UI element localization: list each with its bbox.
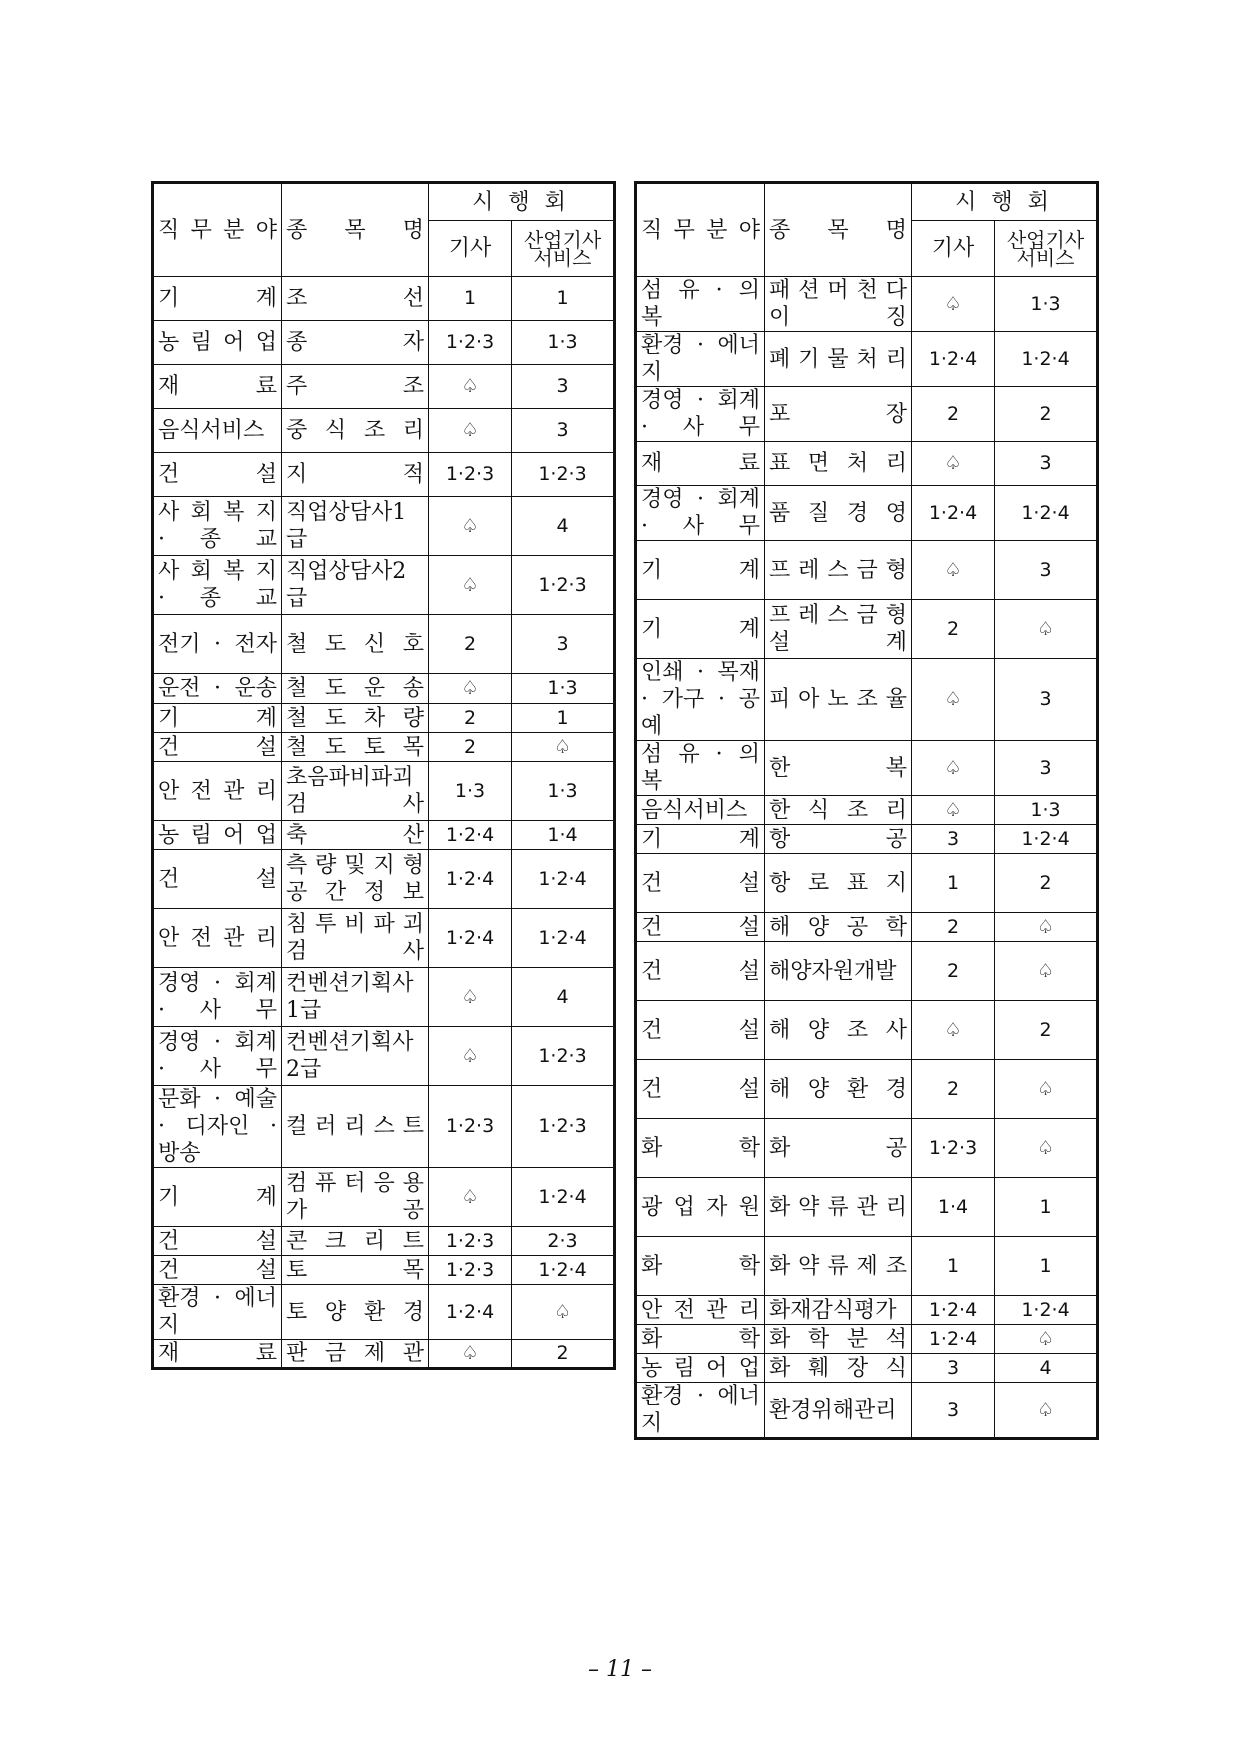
header-gisa: 기사 xyxy=(912,221,995,277)
field-cell: 재 료 xyxy=(636,442,765,486)
industrial-cell: 2 xyxy=(512,1340,615,1369)
table-row xyxy=(636,796,1098,825)
gisa-cell: 1·2·4 xyxy=(912,1325,995,1354)
field-cell: 기 계 xyxy=(153,704,282,733)
table-row xyxy=(153,733,615,762)
field-cell: 경영 · 회계 · 사 무 xyxy=(153,968,282,1027)
field-cell: 농 림 어 업 xyxy=(153,821,282,850)
field-cell: 건 설 xyxy=(153,1227,282,1256)
item-name-cell: 폐 기 물 처 리 xyxy=(765,332,912,387)
industrial-cell: 1 xyxy=(512,704,615,733)
table-row xyxy=(153,365,615,409)
field-cell: 문화 · 예술 · 디자인 · 방송 xyxy=(153,1086,282,1168)
table-row xyxy=(636,600,1098,659)
industrial-cell: ♤ xyxy=(995,913,1098,942)
field-cell: 기 계 xyxy=(153,277,282,321)
industrial-cell: 3 xyxy=(995,741,1098,796)
industrial-cell: 1·2·4 xyxy=(512,850,615,909)
field-cell: 환경 · 에너지 xyxy=(636,1383,765,1439)
table-row xyxy=(636,1237,1098,1296)
industrial-cell: ♤ xyxy=(995,1383,1098,1439)
industrial-cell: 3 xyxy=(995,442,1098,486)
gisa-cell: ♤ xyxy=(429,1168,512,1227)
gisa-cell: 1·2·3 xyxy=(429,321,512,365)
table-row xyxy=(636,1001,1098,1060)
field-cell: 안 전 관 리 xyxy=(153,909,282,968)
field-cell: 기 계 xyxy=(636,541,765,600)
industrial-cell: 1·3 xyxy=(512,762,615,821)
table-row xyxy=(153,1227,615,1256)
header-industrial-line2: 서비스 xyxy=(533,245,592,270)
table-row xyxy=(153,1168,615,1227)
industrial-cell: 2 xyxy=(995,854,1098,913)
industrial-cell: ♤ xyxy=(512,733,615,762)
table-row xyxy=(153,1027,615,1086)
item-name-cell: 컨벤션기획사1급 xyxy=(282,968,429,1027)
item-name-cell: 직업상담사1급 xyxy=(282,497,429,556)
field-cell: 섬 유 · 의 복 xyxy=(636,741,765,796)
industrial-cell: 1·4 xyxy=(512,821,615,850)
gisa-cell: 2 xyxy=(912,387,995,442)
gisa-cell: 2 xyxy=(912,913,995,942)
gisa-cell: 1·2·3 xyxy=(429,453,512,497)
field-cell: 재 료 xyxy=(153,1340,282,1369)
field-cell: 화 학 xyxy=(636,1325,765,1354)
industrial-cell: 1·2·4 xyxy=(995,1296,1098,1325)
table-row xyxy=(153,1086,615,1168)
item-name-cell: 항 공 xyxy=(765,825,912,854)
gisa-cell: ♤ xyxy=(912,277,995,332)
header-exam-round: 시 행 회 xyxy=(429,183,615,221)
industrial-cell: 3 xyxy=(512,365,615,409)
table-row xyxy=(636,659,1098,741)
gisa-cell: 1·2·4 xyxy=(429,1285,512,1340)
table-row xyxy=(153,277,615,321)
item-name-cell: 표 면 처 리 xyxy=(765,442,912,486)
industrial-cell: 1·3 xyxy=(512,321,615,365)
field-cell: 농 림 어 업 xyxy=(636,1354,765,1383)
industrial-cell: 2 xyxy=(995,1001,1098,1060)
gisa-cell: ♤ xyxy=(429,409,512,453)
industrial-cell: ♤ xyxy=(995,942,1098,1001)
header-industrial-line2: 서비스 xyxy=(1016,245,1075,270)
gisa-cell: 1 xyxy=(912,1237,995,1296)
field-cell: 사 회 복 지 · 종 교 xyxy=(153,556,282,615)
table-row xyxy=(636,541,1098,600)
header-field: 직 무 분 야 xyxy=(636,183,765,277)
field-cell: 음식서비스 xyxy=(636,796,765,825)
table-row xyxy=(636,942,1098,1001)
table-row xyxy=(636,1178,1098,1237)
gisa-cell: 1·2·3 xyxy=(429,1086,512,1168)
table-body-left xyxy=(153,277,615,1369)
industrial-cell: ♤ xyxy=(512,1285,615,1340)
industrial-cell: 2 xyxy=(995,387,1098,442)
industrial-cell: 1·2·4 xyxy=(995,825,1098,854)
exam-table-left xyxy=(151,181,616,1370)
item-name-cell: 품 질 경 영 xyxy=(765,486,912,541)
table-row xyxy=(636,1325,1098,1354)
table-row xyxy=(153,409,615,453)
item-name-cell: 프 레 스 금 형 xyxy=(765,541,912,600)
industrial-cell: 1·2·4 xyxy=(995,332,1098,387)
item-name-cell: 화재감식평가 xyxy=(765,1296,912,1325)
gisa-cell: ♤ xyxy=(429,1340,512,1369)
item-name-cell: 피 아 노 조 율 xyxy=(765,659,912,741)
industrial-cell: 1·3 xyxy=(995,796,1098,825)
item-name-cell: 해 양 조 사 xyxy=(765,1001,912,1060)
table-row xyxy=(153,704,615,733)
gisa-cell: ♤ xyxy=(912,541,995,600)
gisa-cell: 1·4 xyxy=(912,1178,995,1237)
table-row xyxy=(153,321,615,365)
field-cell: 사 회 복 지 · 종 교 xyxy=(153,497,282,556)
industrial-cell: ♤ xyxy=(995,1060,1098,1119)
industrial-cell: 3 xyxy=(512,615,615,674)
item-name-cell: 컨벤션기획사2급 xyxy=(282,1027,429,1086)
item-name-cell: 패 션 머 천 다 이 징 xyxy=(765,277,912,332)
table-row xyxy=(153,821,615,850)
item-name-cell: 토 목 xyxy=(282,1256,429,1285)
gisa-cell: 2 xyxy=(912,1060,995,1119)
item-name-cell: 화 약 류 제 조 xyxy=(765,1237,912,1296)
gisa-cell: 2 xyxy=(429,733,512,762)
item-name-cell: 해양자원개발 xyxy=(765,942,912,1001)
gisa-cell: ♤ xyxy=(912,741,995,796)
gisa-cell: 1·2·4 xyxy=(429,850,512,909)
field-cell: 경영 · 회계 · 사 무 xyxy=(636,387,765,442)
industrial-cell: 1·2·3 xyxy=(512,1027,615,1086)
table-row xyxy=(636,1060,1098,1119)
item-name-cell: 컴 퓨 터 응 용 가 공 xyxy=(282,1168,429,1227)
gisa-cell: ♤ xyxy=(429,674,512,704)
industrial-cell: 3 xyxy=(512,409,615,453)
page-number: – 11 – xyxy=(588,1657,652,1682)
gisa-cell: ♤ xyxy=(429,365,512,409)
field-cell: 건 설 xyxy=(636,942,765,1001)
table-row xyxy=(636,854,1098,913)
field-cell: 경영 · 회계 · 사 무 xyxy=(636,486,765,541)
header-field: 직 무 분 야 xyxy=(153,183,282,277)
industrial-cell: 2·3 xyxy=(512,1227,615,1256)
item-name-cell: 종 자 xyxy=(282,321,429,365)
gisa-cell: 1·2·4 xyxy=(429,909,512,968)
gisa-cell: 2 xyxy=(429,704,512,733)
item-name-cell: 한 복 xyxy=(765,741,912,796)
field-cell: 기 계 xyxy=(636,825,765,854)
gisa-cell: 2 xyxy=(429,615,512,674)
table-row xyxy=(636,277,1098,332)
industrial-cell: 3 xyxy=(995,541,1098,600)
item-name-cell: 축 산 xyxy=(282,821,429,850)
industrial-cell: 1·3 xyxy=(995,277,1098,332)
gisa-cell: 2 xyxy=(912,942,995,1001)
field-cell: 전기 · 전자 xyxy=(153,615,282,674)
table-row xyxy=(153,1285,615,1340)
table-body-right xyxy=(636,277,1098,1439)
table-row xyxy=(636,387,1098,442)
table-row xyxy=(153,497,615,556)
field-cell: 경영 · 회계 · 사 무 xyxy=(153,1027,282,1086)
table-row xyxy=(636,825,1098,854)
item-name-cell: 철 도 토 목 xyxy=(282,733,429,762)
gisa-cell: ♤ xyxy=(912,796,995,825)
field-cell: 건 설 xyxy=(636,1060,765,1119)
field-cell: 환경 · 에너지 xyxy=(153,1285,282,1340)
industrial-cell: 1 xyxy=(512,277,615,321)
item-name-cell: 해 양 공 학 xyxy=(765,913,912,942)
industrial-cell: ♤ xyxy=(995,1325,1098,1354)
item-name-cell: 침 투 비 파 괴 검 사 xyxy=(282,909,429,968)
table-row xyxy=(153,556,615,615)
industrial-cell: 3 xyxy=(995,659,1098,741)
industrial-cell: 1 xyxy=(995,1237,1098,1296)
field-cell: 건 설 xyxy=(153,733,282,762)
industrial-cell: 1 xyxy=(995,1178,1098,1237)
table-row xyxy=(153,615,615,674)
field-cell: 광 업 자 원 xyxy=(636,1178,765,1237)
industrial-cell: 1·2·3 xyxy=(512,453,615,497)
gisa-cell: 1·2·4 xyxy=(912,486,995,541)
industrial-cell: 1·2·3 xyxy=(512,1086,615,1168)
item-name-cell: 지 적 xyxy=(282,453,429,497)
table-row xyxy=(153,909,615,968)
field-cell: 음식서비스 xyxy=(153,409,282,453)
table-row xyxy=(636,1296,1098,1325)
gisa-cell: 1·2·3 xyxy=(912,1119,995,1178)
field-cell: 화 학 xyxy=(636,1119,765,1178)
gisa-cell: 1 xyxy=(429,277,512,321)
item-name-cell: 초음파비파괴 검 사 xyxy=(282,762,429,821)
field-cell: 안 전 관 리 xyxy=(636,1296,765,1325)
field-cell: 인쇄 · 목재 · 가구 · 공예 xyxy=(636,659,765,741)
table-row xyxy=(636,486,1098,541)
header-gisa: 기사 xyxy=(429,221,512,277)
field-cell: 기 계 xyxy=(636,600,765,659)
industrial-cell: 1·2·3 xyxy=(512,556,615,615)
gisa-cell: 1·3 xyxy=(429,762,512,821)
field-cell: 농 림 어 업 xyxy=(153,321,282,365)
item-name-cell: 철 도 신 호 xyxy=(282,615,429,674)
header-item-name: 종 목 명 xyxy=(282,183,429,277)
item-name-cell: 직업상담사2급 xyxy=(282,556,429,615)
gisa-cell: 1·2·4 xyxy=(429,821,512,850)
item-name-cell: 환경위해관리 xyxy=(765,1383,912,1439)
field-cell: 건 설 xyxy=(636,1001,765,1060)
header-industrial-line1: 산업기사 xyxy=(1006,227,1085,252)
item-name-cell: 중 식 조 리 xyxy=(282,409,429,453)
gisa-cell: ♤ xyxy=(429,497,512,556)
item-name-cell: 화 공 xyxy=(765,1119,912,1178)
field-cell: 운전 · 운송 xyxy=(153,674,282,704)
table-row xyxy=(153,1340,615,1369)
item-name-cell: 해 양 환 경 xyxy=(765,1060,912,1119)
field-cell: 건 설 xyxy=(636,913,765,942)
gisa-cell: 1·2·4 xyxy=(912,1296,995,1325)
header-industrial xyxy=(512,221,615,277)
gisa-cell: ♤ xyxy=(912,659,995,741)
table-row xyxy=(636,442,1098,486)
field-cell: 섬 유 · 의 복 xyxy=(636,277,765,332)
item-name-cell: 화 약 류 관 리 xyxy=(765,1178,912,1237)
field-cell: 환경 · 에너지 xyxy=(636,332,765,387)
exam-table-right xyxy=(634,181,1099,1440)
gisa-cell: ♤ xyxy=(429,1027,512,1086)
field-cell: 건 설 xyxy=(153,453,282,497)
gisa-cell: 3 xyxy=(912,825,995,854)
gisa-cell: 1·2·3 xyxy=(429,1256,512,1285)
item-name-cell: 콘 크 리 트 xyxy=(282,1227,429,1256)
table-row xyxy=(153,762,615,821)
field-cell: 건 설 xyxy=(153,1256,282,1285)
table-row xyxy=(636,1119,1098,1178)
gisa-cell: ♤ xyxy=(912,1001,995,1060)
table-row xyxy=(153,968,615,1027)
item-name-cell: 판 금 제 관 xyxy=(282,1340,429,1369)
field-cell: 재 료 xyxy=(153,365,282,409)
header-item-name: 종 목 명 xyxy=(765,183,912,277)
field-cell: 기 계 xyxy=(153,1168,282,1227)
table-row xyxy=(636,1383,1098,1439)
table-row xyxy=(636,332,1098,387)
industrial-cell: ♤ xyxy=(995,600,1098,659)
item-name-cell: 포 장 xyxy=(765,387,912,442)
gisa-cell: 3 xyxy=(912,1354,995,1383)
field-cell: 건 설 xyxy=(153,850,282,909)
header-exam-round: 시 행 회 xyxy=(912,183,1098,221)
industrial-cell: 1·3 xyxy=(512,674,615,704)
industrial-cell: 4 xyxy=(512,497,615,556)
gisa-cell: ♤ xyxy=(912,442,995,486)
gisa-cell: 1·2·3 xyxy=(429,1227,512,1256)
gisa-cell: 3 xyxy=(912,1383,995,1439)
table-row xyxy=(636,913,1098,942)
item-name-cell: 화 훼 장 식 xyxy=(765,1354,912,1383)
industrial-cell: ♤ xyxy=(995,1119,1098,1178)
industrial-cell: 1·2·4 xyxy=(512,909,615,968)
item-name-cell: 주 조 xyxy=(282,365,429,409)
item-name-cell: 철 도 운 송 xyxy=(282,674,429,704)
table-row xyxy=(153,850,615,909)
industrial-cell: 1·2·4 xyxy=(512,1168,615,1227)
item-name-cell: 컬 러 리 스 트 xyxy=(282,1086,429,1168)
industrial-cell: 4 xyxy=(995,1354,1098,1383)
field-cell: 화 학 xyxy=(636,1237,765,1296)
item-name-cell: 측 량 및 지 형 공 간 정 보 xyxy=(282,850,429,909)
table-row xyxy=(636,741,1098,796)
item-name-cell: 한 식 조 리 xyxy=(765,796,912,825)
gisa-cell: 2 xyxy=(912,600,995,659)
industrial-cell: 4 xyxy=(512,968,615,1027)
field-cell: 안 전 관 리 xyxy=(153,762,282,821)
gisa-cell: ♤ xyxy=(429,556,512,615)
gisa-cell: 1 xyxy=(912,854,995,913)
field-cell: 건 설 xyxy=(636,854,765,913)
item-name-cell: 항 로 표 지 xyxy=(765,854,912,913)
item-name-cell: 조 선 xyxy=(282,277,429,321)
industrial-cell: 1·2·4 xyxy=(995,486,1098,541)
item-name-cell: 철 도 차 량 xyxy=(282,704,429,733)
item-name-cell: 화 학 분 석 xyxy=(765,1325,912,1354)
table-row xyxy=(153,1256,615,1285)
table-row xyxy=(153,453,615,497)
gisa-cell: ♤ xyxy=(429,968,512,1027)
table-row xyxy=(153,674,615,704)
table-row xyxy=(636,1354,1098,1383)
header-industrial-line1: 산업기사 xyxy=(523,227,602,252)
gisa-cell: 1·2·4 xyxy=(912,332,995,387)
item-name-cell: 토 양 환 경 xyxy=(282,1285,429,1340)
header-industrial xyxy=(995,221,1098,277)
item-name-cell: 프 레 스 금 형 설 계 xyxy=(765,600,912,659)
industrial-cell: 1·2·4 xyxy=(512,1256,615,1285)
